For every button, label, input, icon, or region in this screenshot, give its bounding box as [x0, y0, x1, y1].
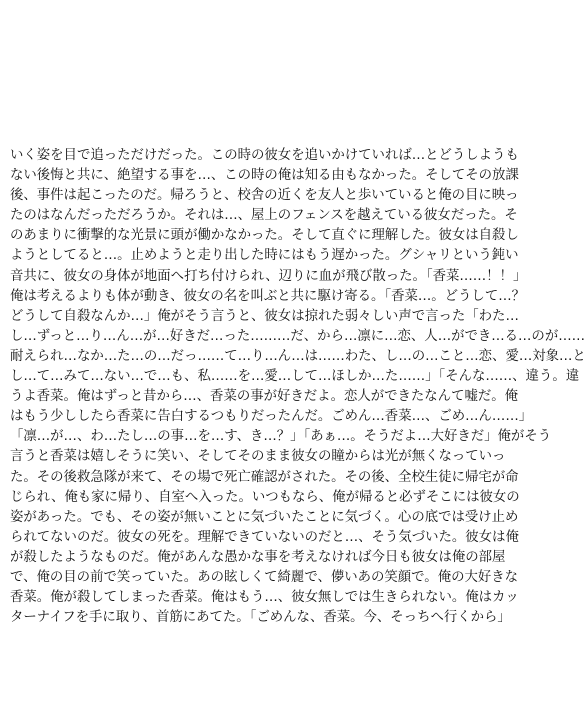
text-line: 言うと香菜は嬉しそうに笑い、そしてそのまま彼女の瞳からは光が無くなっていっ: [10, 449, 506, 465]
text-line: 「凛…が…、わ…たし…の事…を…す、き…？」「あぁ…。そうだよ…大好きだ」俺がそう: [10, 429, 552, 445]
text-line: のあまりに衝撃的な光景に頭が働かなかった。そして直ぐに理解した。彼女は自殺し: [10, 228, 519, 244]
text-line: 姿があった。でも、その姿が無いことに気づいたことに気づく。心の底では受け止め: [10, 509, 519, 525]
text-line: どうして自殺なんか…」俺がそう言うと、彼女は掠れた弱々しい声で言った「わた…: [10, 308, 519, 324]
text-line: 俺は考えるよりも体が動き、彼女の名を叫ぶと共に駆け寄る。「香菜…。どうして…？: [10, 288, 525, 304]
text-line: ない後悔と共に、絶望する事を…、この時の俺は知る由もなかった。そしてその放課: [10, 168, 519, 184]
text-line-partial: ターナイフを手に取り、首筋にあてた。「ごめんな、香菜。今、そっちへ行くから」: [10, 610, 511, 626]
text-line: ようとしてると…。止めようと走り出した時にはもう遅かった。グシャリという鈍い: [10, 248, 519, 264]
text-line: られてないのだ。彼女の死を。理解できていないのだと…、そう気づいた。彼女は俺: [10, 529, 519, 545]
text-line: はもう少ししたら香菜に告白するつもりだったんだ。ごめん…香菜…、ごめ…ん……」: [10, 409, 533, 425]
text-line: が殺したようなものだ。俺があんな愚かな事を考えなければ今日も彼女は俺の部屋: [10, 549, 506, 565]
story-text: [10, 146, 586, 626]
text-line: で、俺の目の前で笑っていた。あの眩しくて綺麗で、儚いあの笑顔で。俺の大好きな: [10, 569, 519, 585]
text-line: た。その後救急隊が来て、その場で死亡確認がされた。その後、全校生徒に帰宅が命: [10, 469, 519, 485]
text-line: うよ香菜。俺はずっと昔から…、香菜の事が好きだよ。恋人ができたなんて嘘だ。俺: [10, 389, 519, 405]
text-line: 後、事件は起こったのだ。帰ろうと、校舎の近くを友人と歩いていると俺の目に映っ: [10, 188, 519, 204]
text-line: たのはなんだっただろうか。それは…、屋上のフェンスを越えている彼女だった。そ: [10, 208, 518, 224]
text-line: し…て…みて…ない…で…も、私……を…愛…して…ほしか…た……」「そんな……、違う。違: [10, 369, 580, 385]
text-line: いく姿を目で追っただけだった。この時の彼女を追いかけていれば…とどうしようも: [10, 148, 519, 163]
text-line: 耐えられ…なか…た…の…だっ……て…り…ん…は……わた、し…の…こと…恋、愛…対象…と: [10, 348, 586, 364]
text-line: し…ずっと…り…ん…が…好きだ…った………だ、から…凛に…恋、人…ができ…る…のが……: [10, 328, 585, 344]
text-line: 香菜。俺が殺してしまった香菜。俺はもう…、彼女無しでは生きられない。俺はカッ: [10, 590, 519, 606]
text-line: 音共に、彼女の身体が地面へ打ち付けられ、辺りに血が飛び散った。「香菜……！！」: [10, 268, 527, 284]
text-line: じられ、俺も家に帰り、自室へ入った。いつもなら、俺が帰ると必ずそこには彼女の: [10, 489, 520, 505]
